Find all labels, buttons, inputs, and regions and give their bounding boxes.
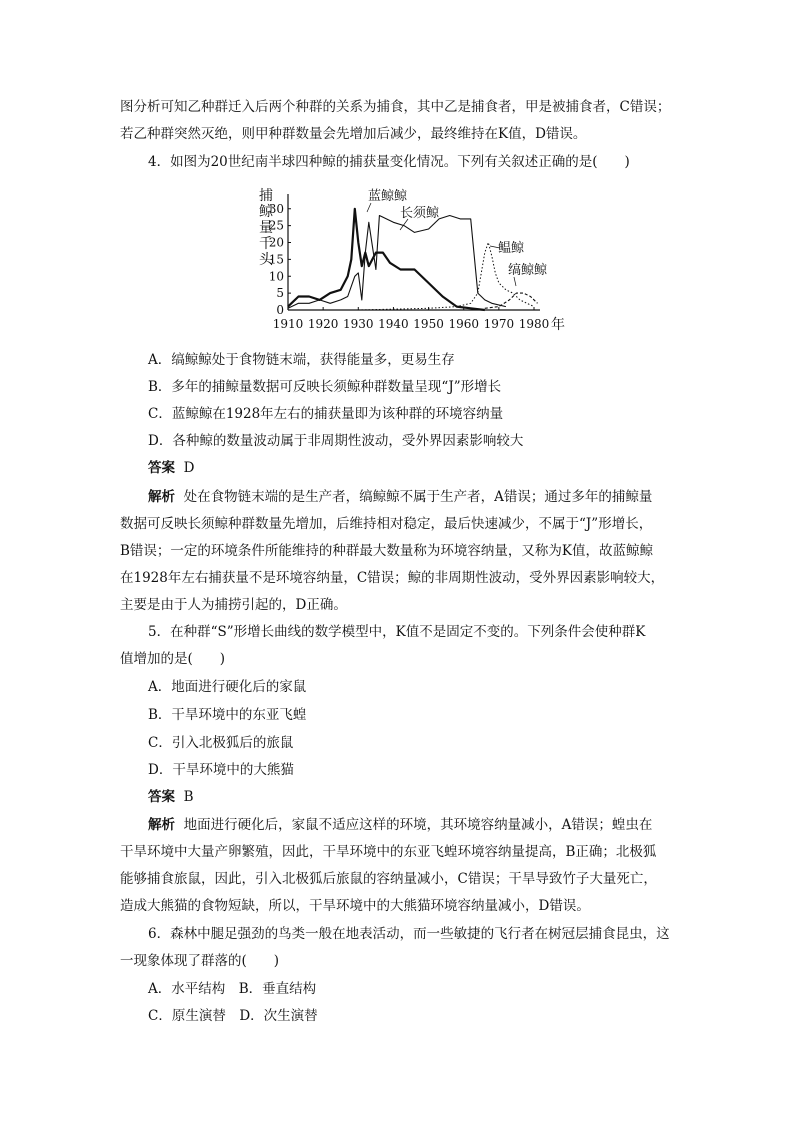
q4-option-d: D．各种鲸的数量波动属于非周期性波动，受外界因素影响较大: [148, 433, 524, 449]
q5-stem-2: 值增加的是( ): [120, 651, 226, 667]
chart-series: [288, 209, 538, 310]
y-axis-label-char: 千: [259, 236, 273, 252]
series-line-4: [485, 293, 538, 308]
q5-answer-label: 答案: [148, 789, 175, 805]
q5-analysis-2: 干旱环境中大量产卵繁殖，因此，干旱环境中的东亚飞蝗环境容纳量提高，B正确；北极狐: [120, 844, 657, 860]
x-tick-label: 1980: [518, 317, 550, 331]
series-line-1: [288, 209, 485, 310]
x-tick-label: 1970: [483, 317, 515, 331]
q4-option-c: C．蓝鲸鲸在1928年左右的捕获量即为该种群的环境容纳量: [148, 406, 504, 422]
q4-answer: [148, 458, 194, 478]
q4-answer-label: 答案: [148, 460, 175, 476]
q4-analysis-label: 解析: [148, 489, 175, 505]
annotation-label-1: 蓝鲸鲸: [368, 189, 408, 204]
y-tick-label: 20: [268, 235, 284, 250]
y-axis-label-char: 捕: [259, 188, 273, 204]
q5-analysis-1: [148, 815, 652, 835]
q6-stem-2: 一现象体现了群落的( ): [120, 953, 280, 969]
y-tick-label: 30: [268, 201, 284, 216]
q6-stem-1: 6．森林中腿足强劲的鸟类一般在地表活动，而一些敏捷的飞行者在树冠层捕食昆虫，这: [148, 926, 670, 942]
q5-analysis-text: 地面进行硬化后，家鼠不适应这样的环境，其环境容纳量减小，A错误；蝗虫在: [183, 817, 653, 833]
intro-line-1: 图分析可知乙种群迁入后两个种群的关系为捕食，其中乙是捕食者，甲是被捕食者，C错误；: [120, 99, 671, 115]
y-tick-label: 10: [268, 269, 284, 284]
q5-analysis-3: 能够捕食旅鼠，因此，引入北极狐后旅鼠的容纳量减小，C错误；干旱导致竹子大量死亡，: [120, 871, 657, 887]
y-tick-label: 0: [276, 303, 284, 317]
whale-catch-chart: [250, 186, 580, 338]
q4-analysis-text: 处在食物链末端的是生产者，缟鲸鲸不属于生产者，A错误；通过多年的捕鲸量: [183, 489, 653, 505]
q5-analysis-4: 造成大熊猫的食物短缺，所以，干旱环境中的大熊猫环境容纳量减小，D错误。: [120, 898, 590, 914]
q6-option-cd: C．原生演替 D．次生演替: [148, 1008, 318, 1024]
q5-stem-1: 5．在种群“S”形增长曲线的数学模型中，K值不是固定不变的。下列条件会使种群K: [148, 624, 646, 640]
q4-stem: 4．如图为20世纪南半球四种鲸的捕获量变化情况。下列有关叙述正确的是( ): [148, 154, 630, 170]
q4-option-b: B．多年的捕鲸量数据可反映长须鲸种群数量呈现“J”形增长: [148, 379, 502, 395]
q4-answer-value: D: [183, 460, 195, 476]
annotation-label-2: 长须鲸: [400, 206, 440, 221]
q5-answer: [148, 787, 194, 807]
x-tick-label: 1940: [378, 317, 409, 331]
q4-analysis-4: 在1928年左右捕获量不是环境容纳量，C错误；鲸的非周期性波动，受外界因素影响较大，: [120, 570, 665, 586]
q4-analysis-2: 数据可反映长须鲸种群数量先增加，后维持相对稳定，最后快速减少，不属于“J”形增长，: [120, 516, 653, 532]
q5-analysis-label: 解析: [148, 817, 175, 833]
annotation-leader: [514, 277, 516, 286]
q4-analysis-3: B错误；一定的环境条件所能维持的种群最大数量称为环境容纳量，又称为K值，故蓝鲸鲸: [120, 543, 654, 559]
annotation-label-3: 鳁鲸: [498, 241, 525, 256]
y-tick-label: 25: [268, 218, 284, 233]
y-axis-label-char: 鲸: [259, 204, 273, 220]
annotation-label-4: 缟鲸鲸: [508, 263, 548, 278]
q5-option-d: D．干旱环境中的大熊猫: [148, 762, 294, 778]
x-tick-label: 1930: [343, 317, 374, 331]
y-tick-label: 5: [276, 286, 284, 301]
series-line-2: [288, 216, 506, 309]
q6-option-ab: A．水平结构 B．垂直结构: [148, 981, 317, 997]
y-tick-label: 15: [268, 252, 284, 267]
q5-answer-value: B: [183, 789, 194, 805]
q5-option-c: C．引入北极狐后的旅鼠: [148, 735, 294, 751]
x-tick-label: 1920: [307, 317, 339, 331]
x-tick-label: 1910: [272, 317, 304, 331]
x-axis-label: 年: [551, 317, 565, 333]
x-tick-label: 1960: [448, 317, 479, 331]
y-axis-label-char: 量: [259, 220, 273, 236]
q4-option-a: A．缟鲸鲸处于食物链末端，获得能量多，更易生存: [148, 352, 455, 368]
chart-annotations: [367, 188, 548, 286]
q4-analysis-5: 主要是由于人为捕捞引起的，D正确。: [120, 597, 347, 613]
q5-option-b: B．干旱环境中的东亚飞蝗: [148, 707, 307, 723]
intro-line-2: 若乙种群突然灭绝，则甲种群数量会先增加后减少，最终维持在K值，D错误。: [120, 126, 587, 142]
y-axis-label-char: 头: [259, 252, 273, 268]
annotation-leader: [367, 203, 371, 212]
q5-option-a: A．地面进行硬化后的家鼠: [148, 679, 307, 695]
q4-analysis-1: [148, 487, 652, 507]
x-tick-label: 1950: [413, 317, 444, 331]
